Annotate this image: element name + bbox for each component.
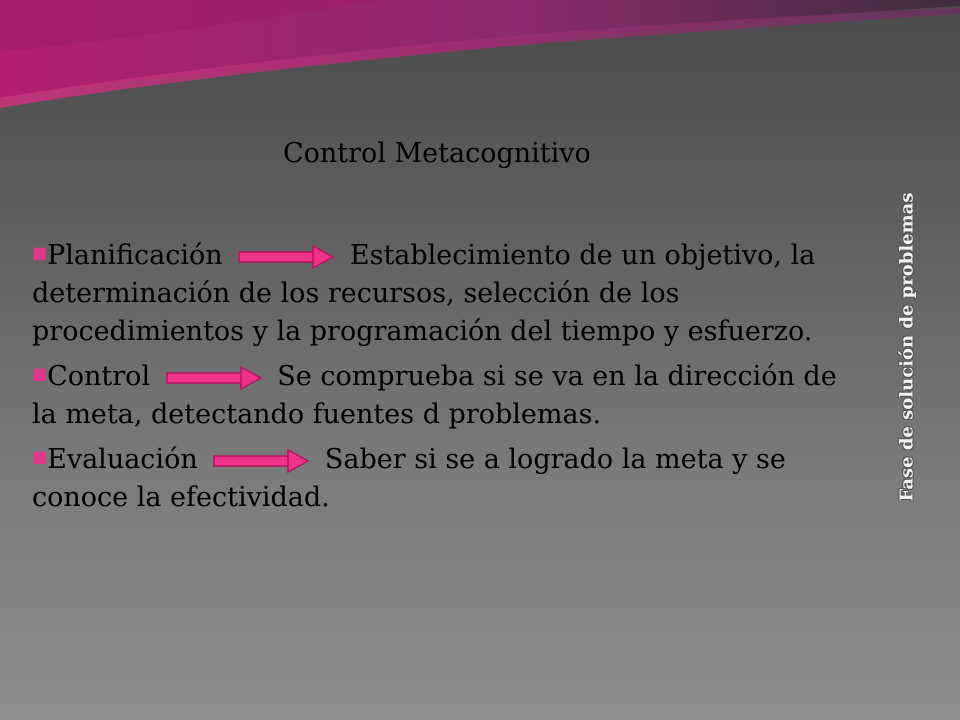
bullet-description: Saber si se a logrado la meta y se conoce la efectividad. xyxy=(32,444,786,513)
bullet-description: Se comprueba si se va en la dirección de la meta, detectando fuentes d problemas. xyxy=(32,361,837,430)
bullet-control xyxy=(32,355,867,434)
right-arrow-icon xyxy=(237,245,335,269)
slide-title: Control Metacognitivo xyxy=(283,138,591,169)
square-bullet-icon: ■ xyxy=(32,243,48,262)
bullet-term: Evaluación xyxy=(47,444,198,475)
bullet-term: Planificación xyxy=(47,240,223,271)
vertical-side-label xyxy=(893,188,921,506)
right-arrow-icon xyxy=(165,366,263,390)
square-bullet-icon: ■ xyxy=(32,364,48,383)
decorative-banner xyxy=(0,0,960,120)
bullet-evaluacion xyxy=(32,438,867,517)
right-arrow-icon xyxy=(212,449,310,473)
square-bullet-icon: ■ xyxy=(32,447,48,466)
bullet-term: Control xyxy=(47,361,151,392)
side-label-text: Fase de solución de problemas xyxy=(896,192,918,502)
bullet-planificacion xyxy=(32,234,867,351)
bullet-list xyxy=(32,234,867,521)
bullet-description: Establecimiento de un objetivo, la determinación de los recursos, selección de los procedimientos y la programación del tiempo y esfuerzo. xyxy=(32,240,816,347)
